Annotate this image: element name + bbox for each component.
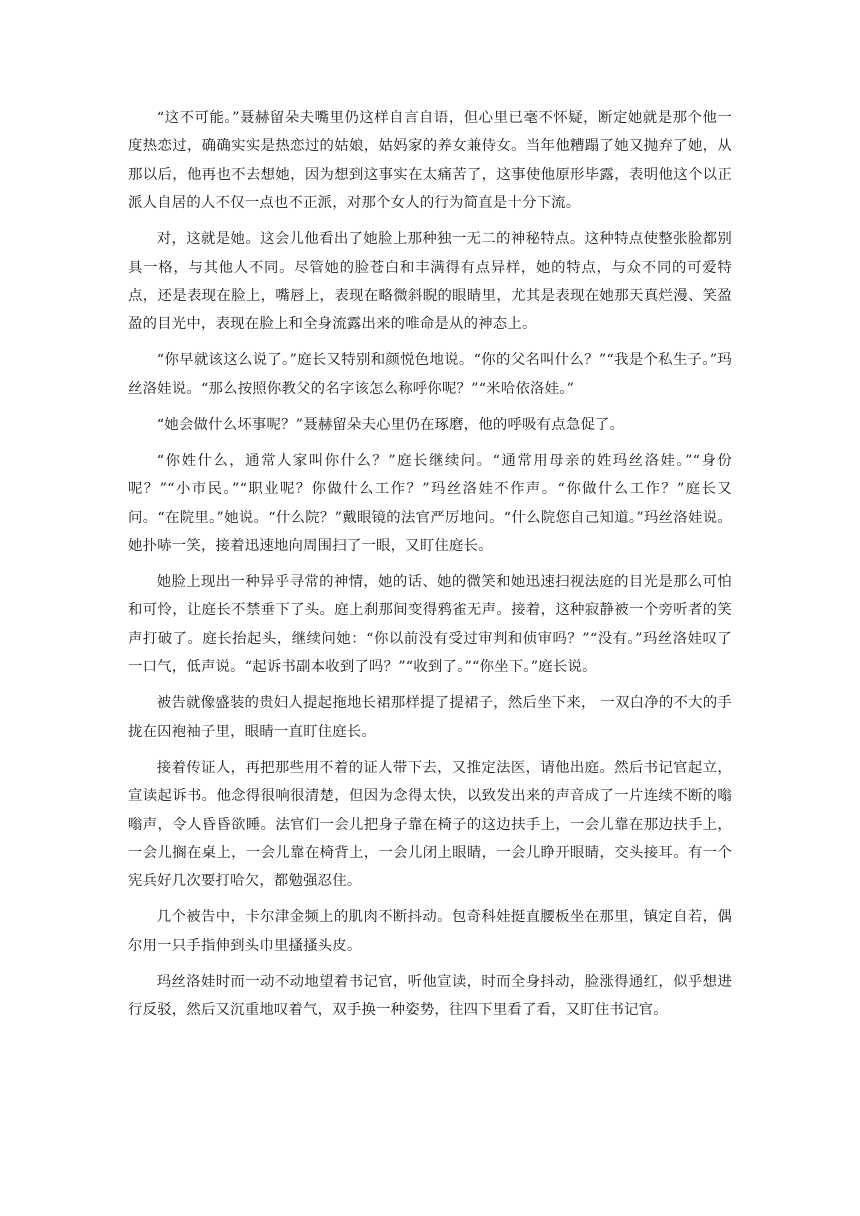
paragraph-8: 接着传证人，再把那些用不着的证人带下去，又推定法医，请他出庭。然后书记官起立，宣读起诉书。他念得很响很清楚，但因为念得太快，以致发出来的声音成了一片连续不断的嗡嗡声，令人昏昏欲睡。法官们一会儿把身子靠在椅子的这边扶手上，一会儿靠在那边扶手上，一会儿搁在桌上，一会儿靠在椅背上，一会儿闭上眼睛，一会儿睁开眼睛，交头接耳。有一个宪兵好几次要打哈欠，都勉强忍住。: [128, 759, 732, 890]
paragraph-3: “你早就该这么说了。”庭长又特别和颜悦色地说。“你的父名叫什么？”“我是个私生子。”玛丝洛娃说。“那么按照你教父的名字该怎么称呼你呢？”“米哈依洛娃。”: [128, 352, 732, 397]
paragraph-10: 玛丝洛娃时而一动不动地望着书记官，听他宣读，时而全身抖动，脸涨得通红，似乎想进行反驳，然后又沉重地叹着气，双手换一种姿势，往四下里看了看，又盯住书记官。: [128, 973, 732, 1019]
paragraph-6: 她脸上现出一种异乎寻常的神情，她的话、她的微笑和她迅速扫视法庭的目光是那么可怕和可怜，让庭长不禁垂下了头。庭上刹那间变得鸦雀无声。接着，这种寂静被一个旁听者的笑声打破了。庭长抬起头，继续问她：“你以前没有受过审判和侦审吗？”“没有。”玛丝洛娃叹了一口气，低声说。“起诉书副本收到了吗？”“收到了。”“你坐下。”庭长说。: [128, 574, 732, 676]
paragraph-7: 被告就像盛装的贵妇人提起拖地长裙那样提了提裙子，然后坐下来， 一双白净的不大的手拢在囚袍袖子里，眼睛一直盯住庭长。: [128, 695, 732, 740]
paragraph-2: 对，这就是她。这会儿他看出了她脸上那种独一无二的神秘特点。这种特点使整张脸都别具一格，与其他人不同。尽管她的脸苍白和丰满得有点异样，她的特点，与众不同的可爱特点，还是表现在脸上，嘴唇上，表现在略微斜睨的眼睛里，尤其是表现在她那天真烂漫、笑盈盈的目光中，表现在脸上和全身流露出来的唯命是从的神态上。: [128, 231, 732, 333]
document-page: [128, 104, 732, 1032]
paragraph-5: “你姓什么，通常人家叫你什么？”庭长继续问。“通常用母亲的姓玛丝洛娃。”“身份呢？”“小市民。”“职业呢？你做什么工作？”玛丝洛娃不作声。“你做什么工作？”庭长又问。“在院里。”她说。“什么院？”戴眼镜的法官严厉地问。“什么院您自己知道。”玛丝洛娃说。她扑哧一笑，接着迅速地向周围扫了一眼，又盯住庭长。: [128, 452, 732, 555]
paragraph-1: “这不可能。”聂赫留朵夫嘴里仍这样自言自语，但心里已毫不怀疑，断定她就是那个他一度热恋过，确确实实是热恋过的姑娘，姑妈家的养女兼侍女。当年他糟蹋了她又抛弃了她，从那以后，他再也不去想她，因为想到这事实在太痛苦了，这事使他原形毕露，表明他这个以正派人自居的人不仅一点也不正派，对那个女人的行为简直是十分下流。: [128, 110, 732, 212]
paragraph-9: 几个被告中，卡尔津金频上的肌肉不断抖动。包奇科娃挺直腰板坐在那里，镇定自若，偶尔用一只手指伸到头巾里搔搔头皮。: [128, 909, 732, 954]
paragraph-4: “她会做什么坏事呢？”聂赫留朵夫心里仍在琢磨，他的呼吸有点急促了。: [156, 416, 625, 433]
